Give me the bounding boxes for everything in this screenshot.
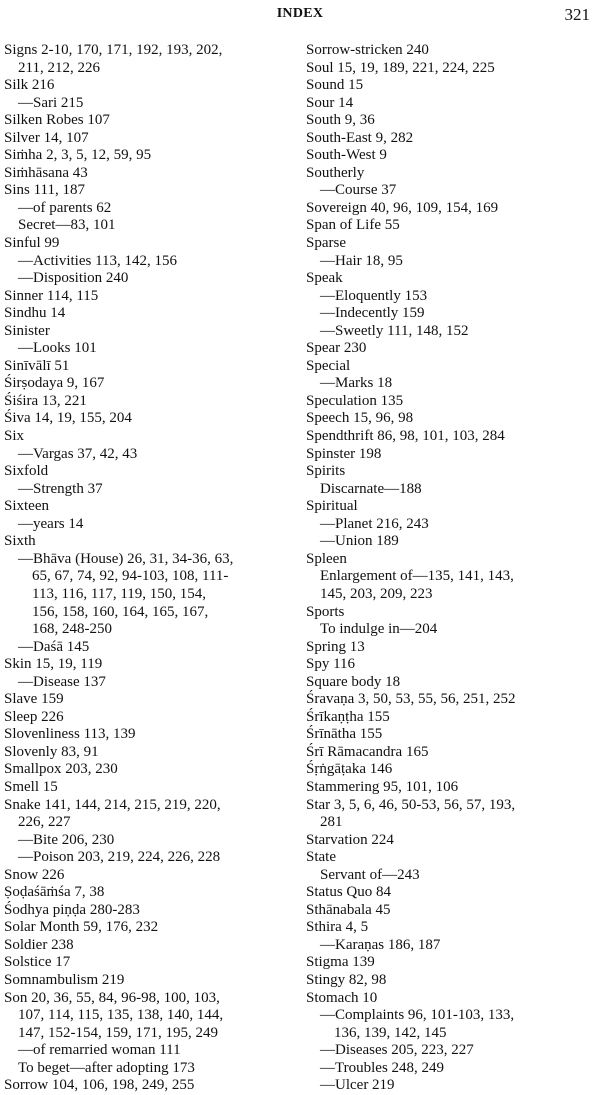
index-subentry: —Activities 113, 142, 156 bbox=[18, 252, 178, 269]
index-entry: Signs 2-10, 170, 171, 192, 193, 202, bbox=[4, 42, 223, 58]
index-entry: Six bbox=[4, 428, 25, 445]
index-subentry: —Strength 37 bbox=[18, 480, 103, 497]
index-entry: Soul 15, 19, 189, 221, 224, 225 bbox=[306, 59, 495, 76]
index-entry: Sinīvālī 51 bbox=[4, 357, 70, 374]
index-entry: Speculation 135 bbox=[306, 392, 404, 409]
index-subentry: —Complaints 96, 101-103, 133, bbox=[320, 1007, 515, 1024]
index-entry: Silk 216 bbox=[4, 77, 55, 94]
index-subentry: —Diseases 205, 223, 227 bbox=[320, 1042, 474, 1059]
index-subentry: —years 14 bbox=[18, 515, 84, 532]
index-entry: Speak bbox=[306, 270, 343, 287]
index-subentry: —Bite 206, 230 bbox=[18, 831, 115, 848]
index-subentry: —Eloquently 153 bbox=[320, 287, 428, 304]
index-entry: Śiśira 13, 221 bbox=[4, 392, 87, 409]
index-entry: Śrī Rāmacandra 165 bbox=[306, 743, 429, 760]
index-subentry: —Poison 203, 219, 224, 226, 228 bbox=[18, 849, 221, 866]
index-entry: Spring 13 bbox=[306, 638, 365, 655]
index-entry: Solstice 17 bbox=[4, 954, 71, 971]
index-subentry: —Union 189 bbox=[320, 533, 399, 550]
index-entry: South-East 9, 282 bbox=[306, 129, 414, 146]
index-entry: Span of Life 55 bbox=[306, 217, 400, 234]
index-entry: Snake 141, 144, 214, 215, 219, 220, bbox=[4, 796, 221, 813]
page-number: 321 bbox=[564, 5, 590, 24]
index-subentry: —Karaṇas 186, 187 bbox=[320, 936, 441, 953]
index-subentry: 226, 227 bbox=[18, 814, 71, 831]
index-subentry: —of remarried woman 111 bbox=[18, 1042, 181, 1059]
index-entry: Siṁhāsana 43 bbox=[4, 164, 88, 181]
index-entry: Soldier 238 bbox=[4, 936, 74, 953]
index-entry: Śravaṇa 3, 50, 53, 55, 56, 251, 252 bbox=[306, 691, 516, 708]
index-entry: Stammering 95, 101, 106 bbox=[306, 778, 459, 795]
index-entry: Sthira 4, 5 bbox=[306, 919, 369, 936]
index-entry: Somnambulism 219 bbox=[4, 971, 125, 988]
index-subentry: Secret—83, 101 bbox=[18, 217, 116, 234]
index-entry: Son 20, 36, 55, 84, 96-98, 100, 103, bbox=[4, 989, 220, 1006]
index-entry: Sports bbox=[306, 603, 345, 620]
index-entry: Sorrow-stricken 240 bbox=[306, 42, 429, 58]
index-entry: South 9, 36 bbox=[306, 112, 375, 129]
index-subentry: —Sweetly 111, 148, 152 bbox=[320, 322, 469, 339]
index-entry: Śiva 14, 19, 155, 204 bbox=[4, 410, 132, 427]
index-subentry: 147, 152-154, 159, 171, 195, 249 bbox=[18, 1024, 218, 1041]
index-entry: Square body 18 bbox=[306, 673, 401, 690]
index-subentry: —Troubles 248, 249 bbox=[320, 1059, 445, 1076]
index-subentry: 136, 139, 142, 145 bbox=[334, 1024, 447, 1041]
index-entry: Spleen bbox=[306, 550, 347, 567]
index-column-right bbox=[306, 42, 596, 1095]
index-column-left bbox=[4, 42, 292, 1095]
index-entry: Sound 15 bbox=[306, 77, 364, 94]
index-entry: State bbox=[306, 849, 336, 866]
index-entry: Spear 230 bbox=[306, 340, 367, 357]
index-entry: Slovenly 83, 91 bbox=[4, 743, 99, 760]
index-entry: Spendthrift 86, 98, 101, 103, 284 bbox=[306, 428, 505, 445]
index-subentry: Servant of—243 bbox=[320, 866, 420, 883]
index-entry: Slovenliness 113, 139 bbox=[4, 726, 136, 743]
index-entry: Sovereign 40, 96, 109, 154, 169 bbox=[306, 199, 499, 216]
index-entry: Sour 14 bbox=[306, 94, 354, 111]
index-entry: Star 3, 5, 6, 46, 50-53, 56, 57, 193, bbox=[306, 796, 516, 813]
index-entry: Śodhya piṇḍa 280-283 bbox=[4, 901, 140, 918]
index-entry: Sthānabala 45 bbox=[306, 901, 391, 918]
index-subentry: —Ulcer 219 bbox=[320, 1077, 395, 1094]
index-subentry: —Course 37 bbox=[320, 182, 397, 199]
index-entry: Sinful 99 bbox=[4, 235, 60, 252]
index-subentry: —Sari 215 bbox=[18, 94, 84, 111]
index-subentry: 113, 116, 117, 119, 150, 154, bbox=[32, 585, 207, 602]
index-subentry: —Bhāva (House) 26, 31, 34-36, 63, bbox=[18, 550, 234, 567]
index-entry: Smallpox 203, 230 bbox=[4, 761, 118, 778]
index-subentry: —Indecently 159 bbox=[320, 305, 425, 322]
running-header-title: INDEX bbox=[276, 6, 324, 21]
index-subentry: Discarnate—188 bbox=[320, 480, 422, 497]
index-subentry: 65, 67, 74, 92, 94-103, 108, 111- bbox=[32, 568, 229, 585]
index-entry: Siṁha 2, 3, 5, 12, 59, 95 bbox=[4, 147, 152, 164]
index-entry: Silver 14, 107 bbox=[4, 129, 89, 146]
index-subentry: 145, 203, 209, 223 bbox=[320, 585, 433, 602]
index-entry: Śrīkaṇṭha 155 bbox=[306, 708, 390, 725]
index-entry: Spirits bbox=[306, 463, 346, 480]
index-entry: Sindhu 14 bbox=[4, 305, 66, 322]
index-entry: Ṣoḍaśāṁśa 7, 38 bbox=[4, 884, 105, 901]
index-subentry: 156, 158, 160, 164, 165, 167, bbox=[32, 603, 209, 620]
index-entry: Sixteen bbox=[4, 498, 49, 515]
index-subentry: —Hair 18, 95 bbox=[320, 252, 403, 269]
index-entry: Skin 15, 19, 119 bbox=[4, 656, 103, 673]
index-entry: Stigma 139 bbox=[306, 954, 375, 971]
index-entry: Status Quo 84 bbox=[306, 884, 392, 901]
index-subentry: —Looks 101 bbox=[18, 340, 97, 357]
index-subentry: —Planet 216, 243 bbox=[320, 515, 429, 532]
index-subentry: Enlargement of—135, 141, 143, bbox=[320, 568, 514, 585]
index-entry: Spiritual bbox=[306, 498, 358, 515]
index-subentry: —Disease 137 bbox=[18, 673, 106, 690]
index-subentry: —Vargas 37, 42, 43 bbox=[18, 445, 138, 462]
index-entry: Spy 116 bbox=[306, 656, 356, 673]
index-subentry: —of parents 62 bbox=[18, 199, 112, 216]
index-subentry: To indulge in—204 bbox=[320, 621, 438, 638]
index-entry: Snow 226 bbox=[4, 866, 65, 883]
index-entry: Sixth bbox=[4, 533, 36, 550]
index-entry: Sorrow 104, 106, 198, 249, 255 bbox=[4, 1077, 195, 1094]
index-subentry: To beget—after adopting 173 bbox=[18, 1059, 195, 1076]
index-entry: Śirṣodaya 9, 167 bbox=[4, 375, 105, 392]
index-entry: Sixfold bbox=[4, 463, 49, 480]
index-entry: Śrīnātha 155 bbox=[306, 726, 383, 743]
index-entry: Stomach 10 bbox=[306, 989, 378, 1006]
index-entry: Southerly bbox=[306, 164, 365, 181]
index-subentry: 168, 248-250 bbox=[32, 621, 112, 638]
index-entry: Sinister bbox=[4, 322, 50, 339]
index-entry: Slave 159 bbox=[4, 691, 64, 708]
index-subentry: 281 bbox=[320, 814, 343, 831]
index-entry: Stingy 82, 98 bbox=[306, 971, 387, 988]
index-subentry: 211, 212, 226 bbox=[18, 59, 100, 76]
index-entry: Starvation 224 bbox=[306, 831, 394, 848]
index-entry: Śṛṅgāṭaka 146 bbox=[306, 761, 393, 778]
index-subentry: —Daśā 145 bbox=[18, 638, 90, 655]
index-entry: Special bbox=[306, 357, 351, 374]
index-entry: South-West 9 bbox=[306, 147, 387, 164]
index-subentry: 107, 114, 115, 135, 138, 140, 144, bbox=[18, 1007, 224, 1024]
index-entry: Sins 111, 187 bbox=[4, 182, 85, 199]
index-entry: Solar Month 59, 176, 232 bbox=[4, 919, 159, 936]
index-entry: Sinner 114, 115 bbox=[4, 287, 99, 304]
index-entry: Smell 15 bbox=[4, 778, 58, 795]
index-entry: Sleep 226 bbox=[4, 708, 64, 725]
index-subentry: —Marks 18 bbox=[320, 375, 393, 392]
index-entry: Speech 15, 96, 98 bbox=[306, 410, 414, 427]
index-entry: Silken Robes 107 bbox=[4, 112, 110, 129]
index-entry: Spinster 198 bbox=[306, 445, 382, 462]
index-subentry: —Disposition 240 bbox=[18, 270, 129, 287]
index-entry: Sparse bbox=[306, 235, 346, 252]
